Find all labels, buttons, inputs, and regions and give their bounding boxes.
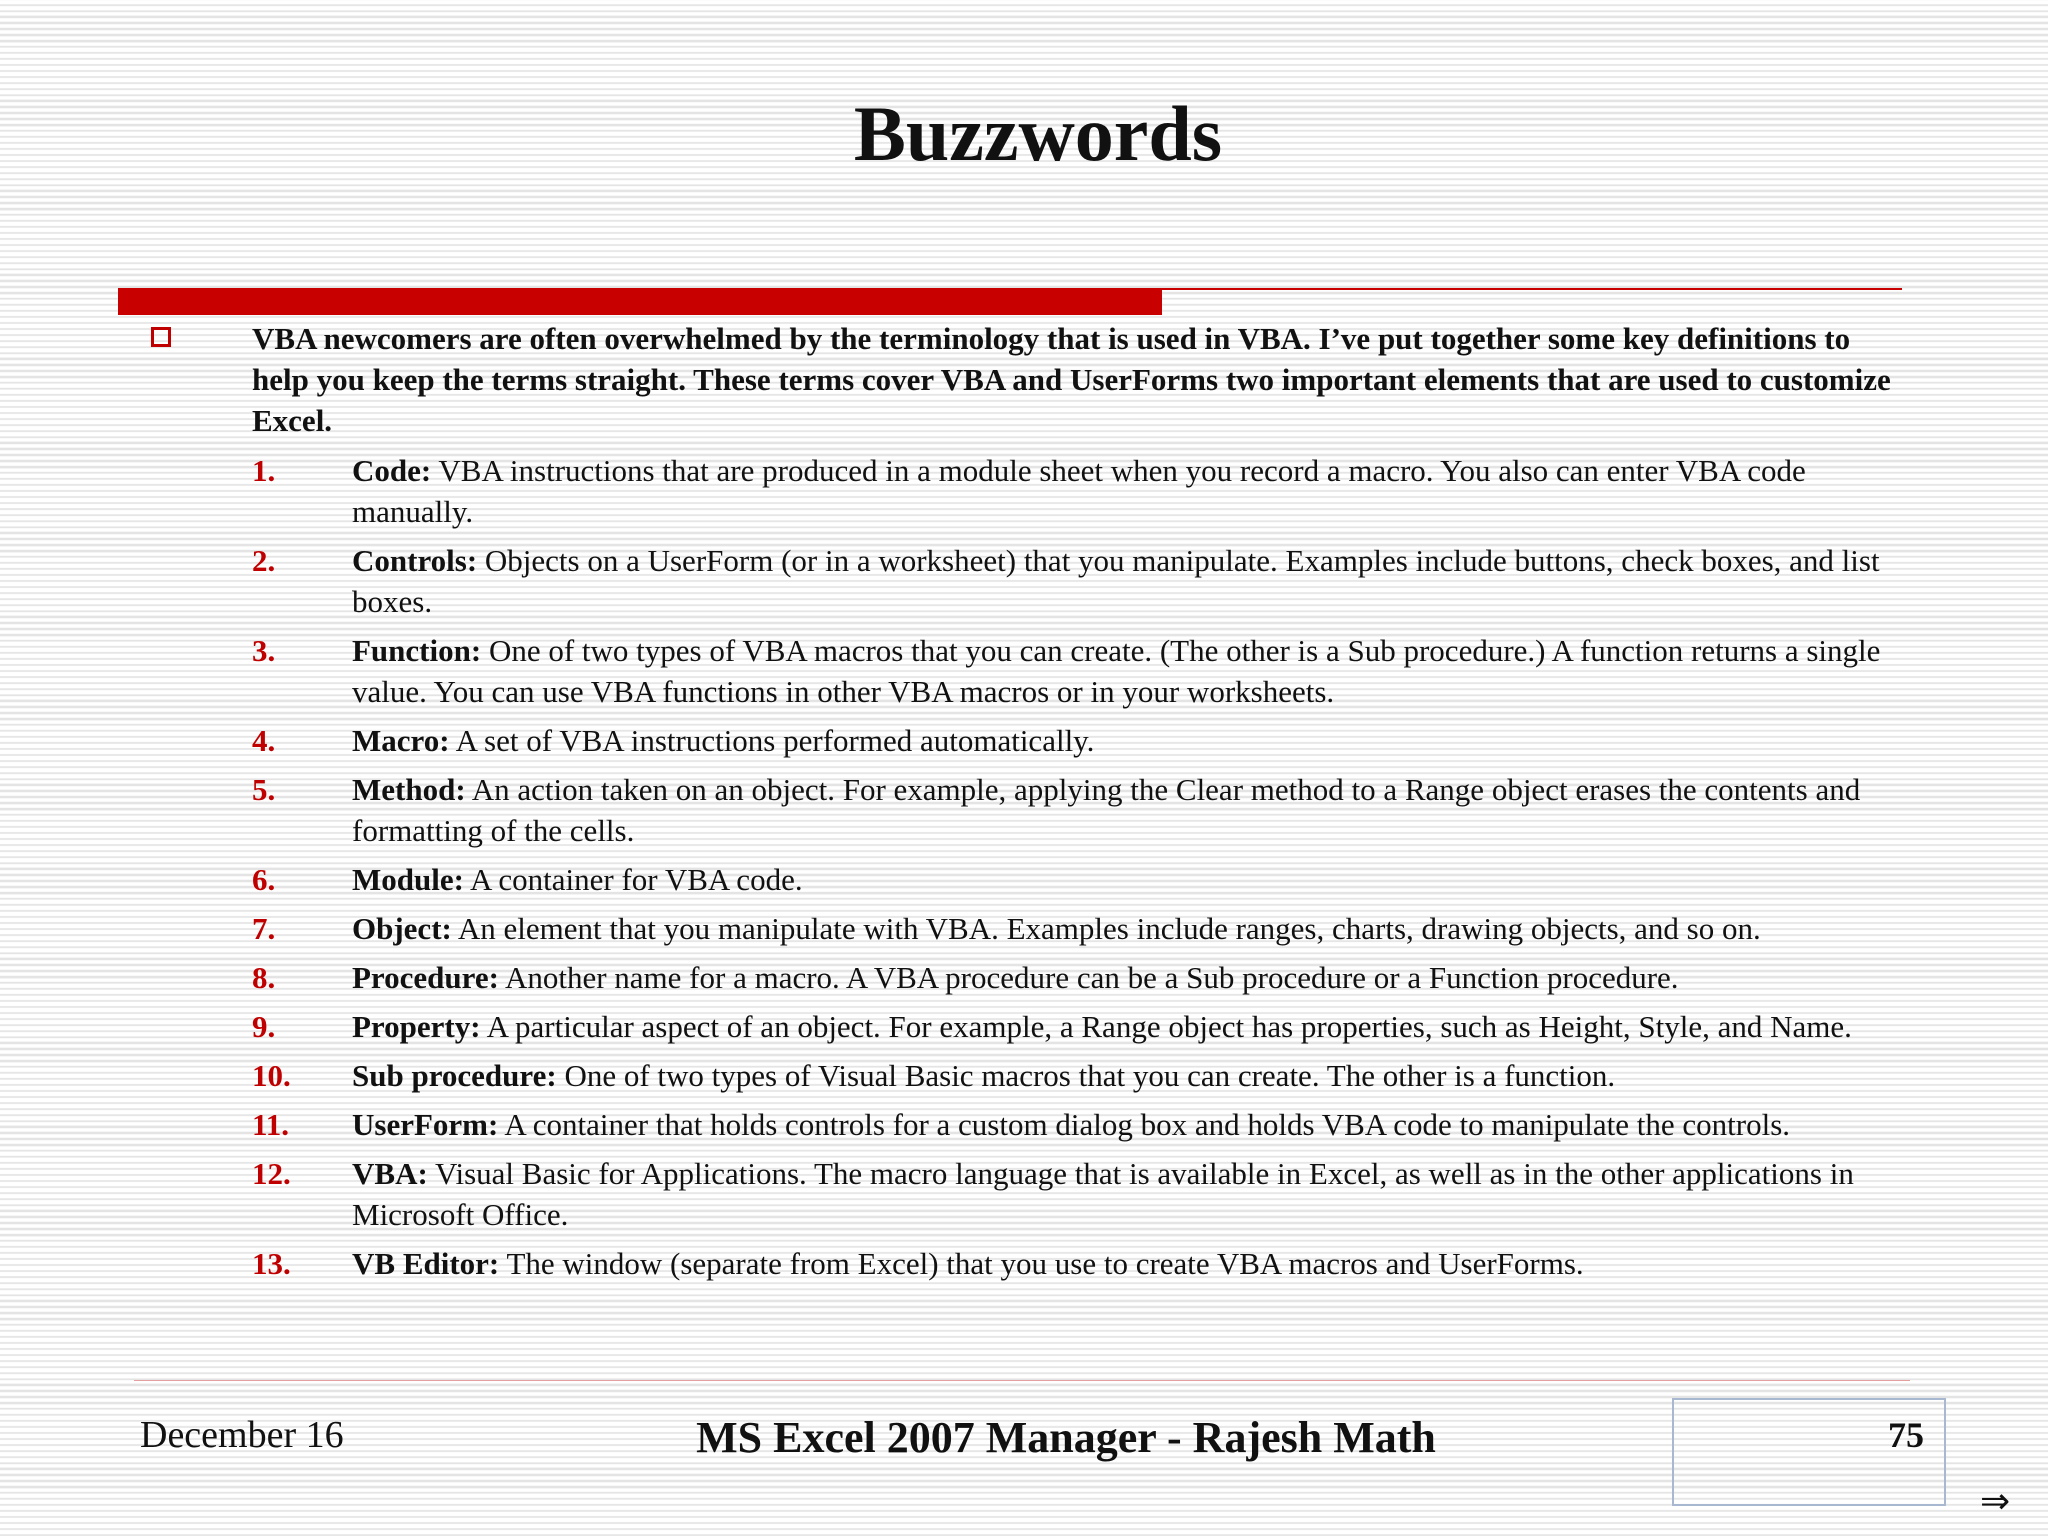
item-number: 8. bbox=[252, 960, 276, 995]
item-number: 12. bbox=[252, 1156, 291, 1191]
item-number: 9. bbox=[252, 1009, 276, 1044]
item-number: 11. bbox=[252, 1107, 290, 1142]
item-term: Function: bbox=[352, 633, 482, 668]
page-number: 75 bbox=[1888, 1415, 1924, 1455]
item-number: 10. bbox=[252, 1058, 291, 1093]
item-term: Code: bbox=[352, 453, 432, 488]
slide-title: Buzzwords bbox=[853, 90, 1223, 177]
list-item bbox=[252, 450, 1912, 532]
item-term: Module: bbox=[352, 862, 464, 897]
list-item bbox=[252, 908, 1912, 949]
list-item bbox=[252, 769, 1912, 851]
item-term: UserForm: bbox=[352, 1107, 499, 1142]
item-definition: One of two types of VBA macros that you can create. (The other is a Sub procedure.) A function returns a single value. You can use VBA functions in other VBA macros or in your worksheets. bbox=[352, 633, 1881, 709]
item-number: 5. bbox=[252, 772, 276, 807]
list-item bbox=[252, 1243, 1912, 1284]
footer-date: December 16 bbox=[140, 1414, 344, 1456]
intro-paragraph: VBA newcomers are often overwhelmed by the terminology that is used in VBA. I’ve put together some key definitions to help you keep the terms straight. These terms cover VBA and UserForms two important elements that are used to customize Excel. bbox=[252, 321, 1891, 438]
item-definition: An action taken on an object. For example, applying the Clear method to a Range object erases the contents and formatting of the cells. bbox=[352, 772, 1861, 848]
item-definition: An element that you manipulate with VBA. Examples include ranges, charts, drawing objects, and so on. bbox=[451, 911, 1761, 946]
item-definition: The window (separate from Excel) that you use to create VBA macros and UserForms. bbox=[499, 1246, 1584, 1281]
item-term: Controls: bbox=[352, 543, 478, 578]
item-number: 7. bbox=[252, 911, 276, 946]
list-item bbox=[252, 957, 1912, 998]
list-item bbox=[252, 859, 1912, 900]
item-definition: One of two types of Visual Basic macros that you can create. The other is a function. bbox=[556, 1058, 1616, 1093]
item-term: VB Editor: bbox=[352, 1246, 500, 1281]
item-definition: A container for VBA code. bbox=[463, 862, 803, 897]
item-number: 3. bbox=[252, 633, 276, 668]
item-definition: VBA instructions that are produced in a module sheet when you record a macro. You also can enter VBA code manually. bbox=[352, 453, 1806, 529]
item-definition: Objects on a UserForm (or in a worksheet) that you manipulate. Examples include buttons, check boxes, and list boxes. bbox=[352, 543, 1880, 619]
item-term: Property: bbox=[352, 1009, 481, 1044]
footer-divider bbox=[134, 1380, 1910, 1381]
list-item bbox=[252, 1006, 1912, 1047]
item-term: Macro: bbox=[352, 723, 450, 758]
definition-list bbox=[252, 450, 1912, 1292]
list-item bbox=[252, 540, 1912, 622]
item-term: Method: bbox=[352, 772, 466, 807]
next-arrow-icon[interactable]: ⇒ bbox=[1980, 1481, 2011, 1522]
list-item bbox=[252, 1055, 1912, 1096]
list-item bbox=[252, 1104, 1912, 1145]
item-definition: Another name for a macro. A VBA procedure can be a Sub procedure or a Function procedure. bbox=[498, 960, 1679, 995]
item-definition: Visual Basic for Applications. The macro language that is available in Excel, as well as in the other applications in Microsoft Office. bbox=[352, 1156, 1854, 1232]
item-number: 1. bbox=[252, 453, 276, 488]
list-item bbox=[252, 1153, 1912, 1235]
title-divider-thick bbox=[118, 288, 1162, 315]
item-number: 13. bbox=[252, 1246, 291, 1281]
list-item bbox=[252, 630, 1912, 712]
item-definition: A container that holds controls for a custom dialog box and holds VBA code to manipulate the controls. bbox=[498, 1107, 1791, 1142]
footer-title: MS Excel 2007 Manager - Rajesh Math bbox=[696, 1413, 1436, 1462]
item-number: 2. bbox=[252, 543, 276, 578]
item-number: 6. bbox=[252, 862, 276, 897]
item-term: Object: bbox=[352, 911, 452, 946]
title-divider-thin bbox=[1162, 288, 1902, 290]
item-definition: A set of VBA instructions performed automatically. bbox=[449, 723, 1095, 758]
item-term: Procedure: bbox=[352, 960, 499, 995]
item-number: 4. bbox=[252, 723, 276, 758]
square-bullet-icon bbox=[151, 327, 171, 347]
item-term: Sub procedure: bbox=[352, 1058, 557, 1093]
list-item bbox=[252, 720, 1912, 761]
item-definition: A particular aspect of an object. For example, a Range object has properties, such as Height, Style, and Name. bbox=[480, 1009, 1852, 1044]
item-term: VBA: bbox=[352, 1156, 428, 1191]
